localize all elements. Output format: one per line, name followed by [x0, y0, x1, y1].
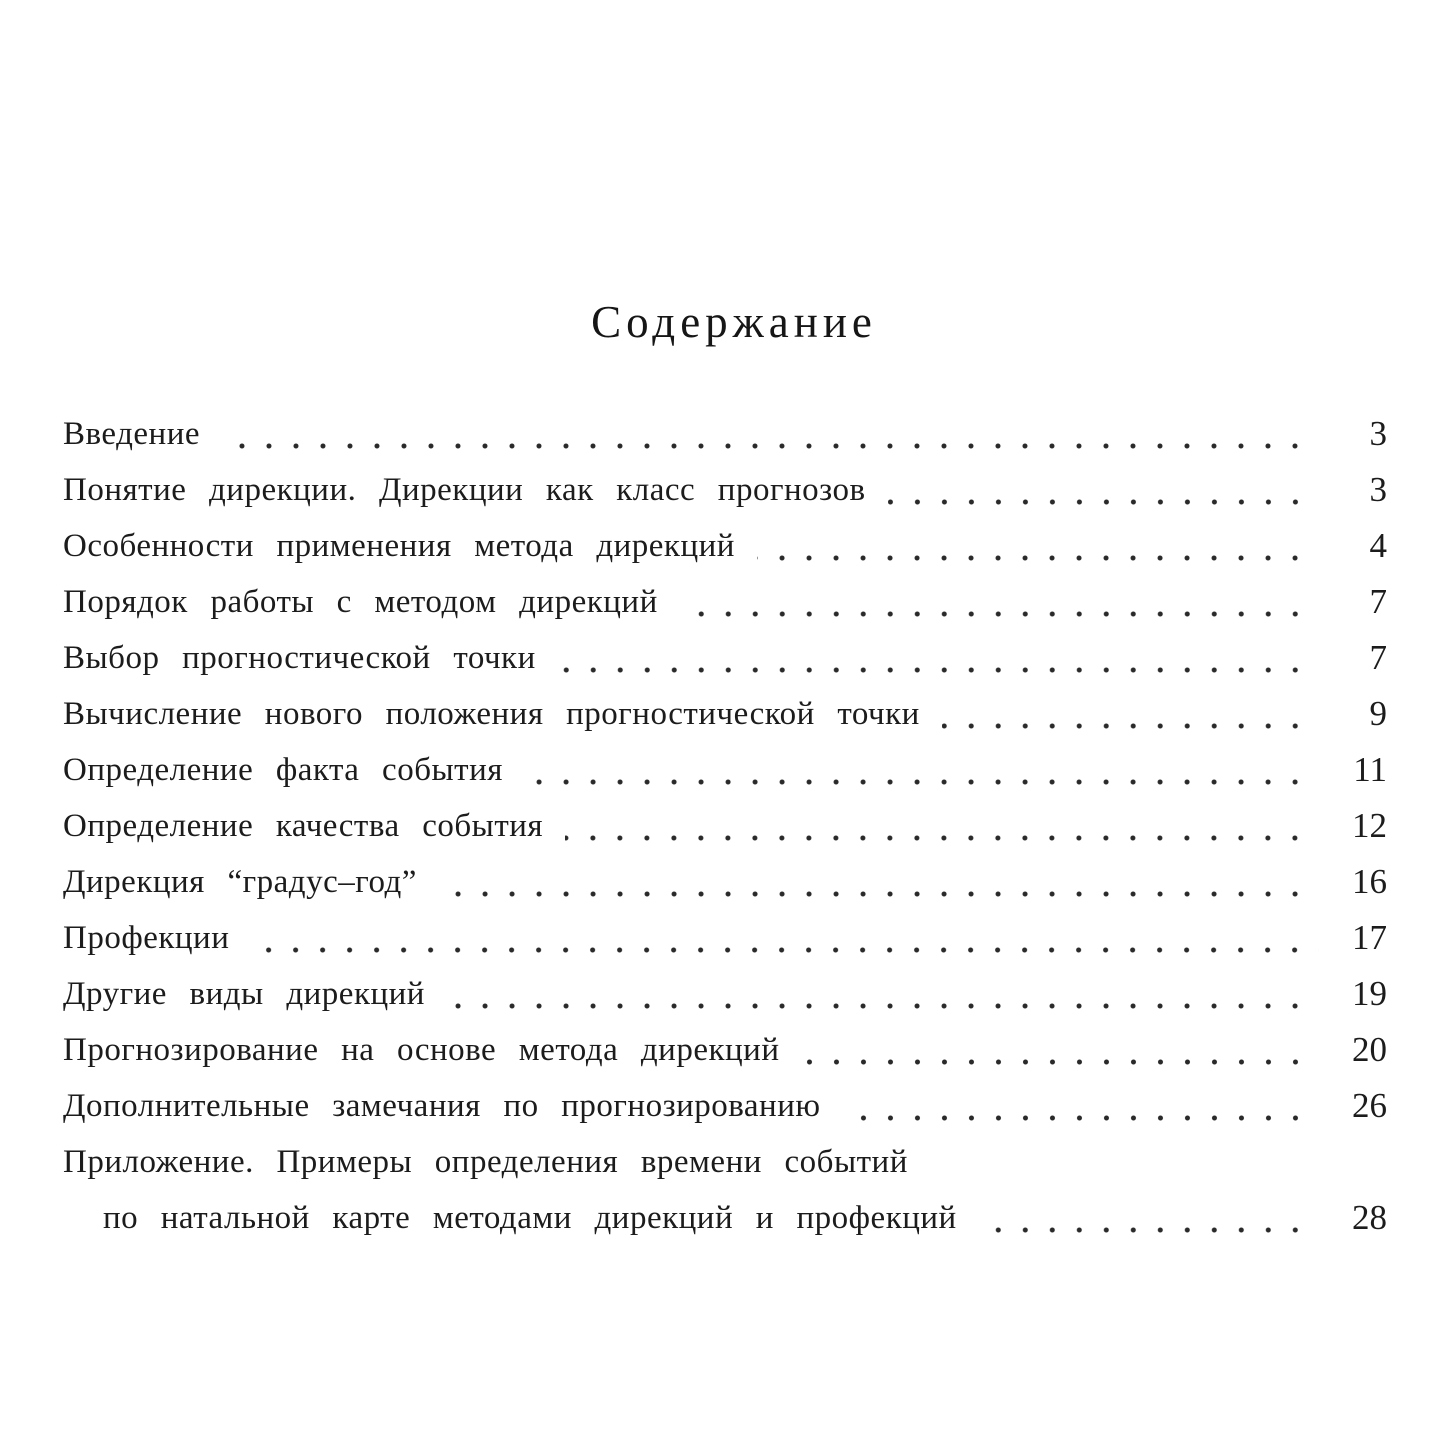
dot-leader: [802, 1059, 1319, 1065]
toc-entry-label: Другие виды дирекций: [63, 976, 425, 1012]
dot-leader: [525, 779, 1319, 785]
toc-entry-page: 28: [1352, 1198, 1387, 1237]
dot-leader: [558, 667, 1319, 673]
toc-entry-page: 20: [1352, 1030, 1387, 1069]
toc-entry: [63, 798, 1387, 854]
toc-entry-label: Определение факта события: [63, 752, 503, 788]
toc-entry: [63, 462, 1387, 518]
toc-entry-page: 19: [1352, 974, 1387, 1013]
toc-entry-page: 3: [1369, 414, 1387, 453]
toc-entry: [63, 630, 1387, 686]
dot-leader: [439, 891, 1319, 897]
toc-entry-page: 11: [1353, 750, 1387, 789]
toc-entry: [63, 574, 1387, 630]
dot-leader: [979, 1227, 1319, 1233]
toc-entry-label: Вычисление нового положения прогностической точки: [63, 696, 920, 732]
toc-entry: [63, 854, 1387, 910]
toc-entry-label: Дополнительные замечания по прогнозированию: [63, 1088, 821, 1124]
toc-entry-page: 9: [1369, 694, 1387, 733]
dot-leader: [565, 835, 1319, 841]
toc-entry-page: 7: [1369, 638, 1387, 677]
toc-entry: [63, 910, 1387, 966]
toc-entry: [63, 742, 1387, 798]
dot-leader: [888, 499, 1319, 505]
toc-entry-label: Введение: [63, 416, 201, 452]
toc-entry-label: Прогнозирование на основе метода дирекций: [63, 1032, 780, 1068]
dot-leader: [843, 1115, 1319, 1121]
toc-entry-page: 17: [1352, 918, 1387, 957]
table-of-contents: [63, 406, 1387, 1246]
page-title: Содержание: [591, 297, 877, 347]
toc-entry-page: 26: [1352, 1086, 1387, 1125]
toc-entry-label: Определение качества события: [63, 808, 544, 844]
toc-entry-page: 12: [1352, 806, 1387, 845]
toc-entry-label: Особенности применения метода дирекций: [63, 528, 735, 564]
toc-entry-label: Выбор прогностической точки: [63, 640, 536, 676]
dot-leader: [251, 947, 1319, 953]
toc-entry: [63, 686, 1387, 742]
dot-leader: [930, 1171, 1377, 1177]
toc-entry: [63, 966, 1387, 1022]
dot-leader: [757, 555, 1319, 561]
dot-leader: [222, 443, 1319, 449]
toc-entry-label: Приложение. Примеры определения времени событий: [63, 1144, 908, 1180]
dot-leader: [942, 723, 1319, 729]
toc-entry: [63, 1134, 1387, 1190]
toc-entry-page: 16: [1352, 862, 1387, 901]
toc-entry-label: Понятие дирекции. Дирекции как класс прогнозов: [63, 472, 866, 508]
toc-entry: [63, 1078, 1387, 1134]
toc-entry-label: Порядок работы с методом дирекций: [63, 584, 658, 620]
toc-entry-continuation: [63, 1190, 1387, 1246]
toc-entry-label: Дирекция “градус–год”: [63, 864, 417, 900]
toc-entry-label: по натальной карте методами дирекций и профекций: [103, 1200, 957, 1236]
toc-entry: [63, 518, 1387, 574]
toc-entry-label: Профекции: [63, 920, 230, 956]
toc-entry-page: 4: [1369, 526, 1387, 565]
dot-leader: [447, 1003, 1319, 1009]
toc-entry-page: 7: [1369, 582, 1387, 621]
toc-entry: [63, 1022, 1387, 1078]
toc-entry-page: 3: [1369, 470, 1387, 509]
dot-leader: [680, 611, 1319, 617]
toc-entry: [63, 406, 1387, 462]
